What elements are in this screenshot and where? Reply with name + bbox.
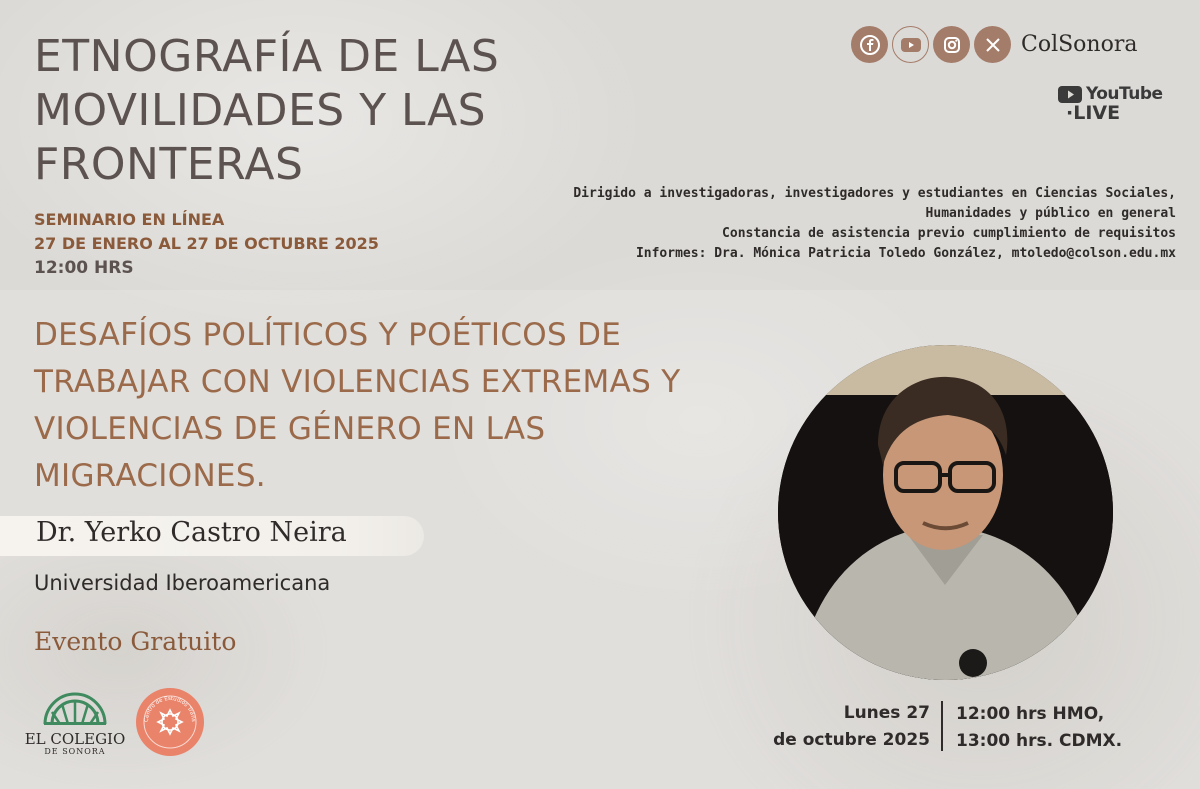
- speaker-institution: Universidad Iberoamericana: [34, 571, 331, 595]
- seminar-date-range: 27 DE ENERO AL 27 DE OCTUBRE 2025: [34, 234, 379, 253]
- instagram-icon[interactable]: [933, 26, 970, 63]
- brand-name: ColSonora: [1021, 32, 1138, 57]
- youtube-play-icon: [1058, 86, 1082, 103]
- seminar-title-line: MOVILIDADES Y LAS: [34, 85, 487, 136]
- talk-title-line: DESAFÍOS POLÍTICOS Y POÉTICOS DE: [34, 317, 622, 353]
- info-line: Informes: Dra. Mónica Patricia Toledo González, mtoledo@colson.edu.mx: [635, 246, 1176, 261]
- social-links: [851, 26, 1137, 63]
- centro-estudios-logo: [136, 688, 204, 756]
- youtube-label: YouTube: [1086, 84, 1163, 104]
- event-day: Lunes 27: [843, 703, 930, 723]
- event-times: [956, 701, 1122, 755]
- time-cdmx: 13:00 hrs. CDMX.: [956, 731, 1123, 751]
- colegio-logo-text: EL COLEGIO: [24, 730, 126, 748]
- talk-title-line: MIGRACIONES.: [34, 458, 266, 494]
- seminar-title: [34, 30, 594, 192]
- live-label: ·LIVE: [1066, 102, 1121, 124]
- info-line: Dirigido a investigadoras, investigadores y estudiantes en Ciencias Sociales,: [573, 186, 1176, 201]
- info-line: Humanidades y público en general: [925, 206, 1176, 221]
- seminar-time: 12:00 HRS: [34, 258, 134, 278]
- event-cost: Evento Gratuito: [34, 627, 237, 656]
- event-date: [758, 700, 930, 754]
- event-month-year: de octubre 2025: [773, 730, 930, 750]
- talk-title-line: TRABAJAR CON VIOLENCIAS EXTREMAS Y: [34, 364, 681, 400]
- centro-logo-text: Centro de Estudios Trans: [143, 695, 197, 723]
- schedule-divider: [941, 701, 943, 751]
- info-line: Constancia de asistencia previo cumplimiento de requisitos: [722, 226, 1176, 241]
- seminar-title-line: FRONTERAS: [34, 139, 304, 190]
- speaker-name: Dr. Yerko Castro Neira: [36, 517, 347, 548]
- seminar-details: [34, 208, 379, 280]
- colegio-de-sonora-logo: [22, 690, 128, 756]
- event-info: [573, 184, 1176, 264]
- seminar-format: SEMINARIO EN LÍNEA: [34, 210, 225, 229]
- x-icon[interactable]: [974, 26, 1011, 63]
- colegio-logo-subtext: DE SONORA: [44, 747, 106, 756]
- seminar-title-line: ETNOGRAFÍA DE LAS: [34, 31, 500, 82]
- time-hmo: 12:00 hrs HMO,: [956, 704, 1105, 724]
- youtube-live-badge[interactable]: [1058, 84, 1163, 124]
- talk-title-line: VIOLENCIAS DE GÉNERO EN LAS: [34, 411, 546, 447]
- speaker-photo: [778, 345, 1113, 680]
- youtube-icon[interactable]: [892, 26, 929, 63]
- facebook-icon[interactable]: [851, 26, 888, 63]
- talk-title: [34, 312, 714, 500]
